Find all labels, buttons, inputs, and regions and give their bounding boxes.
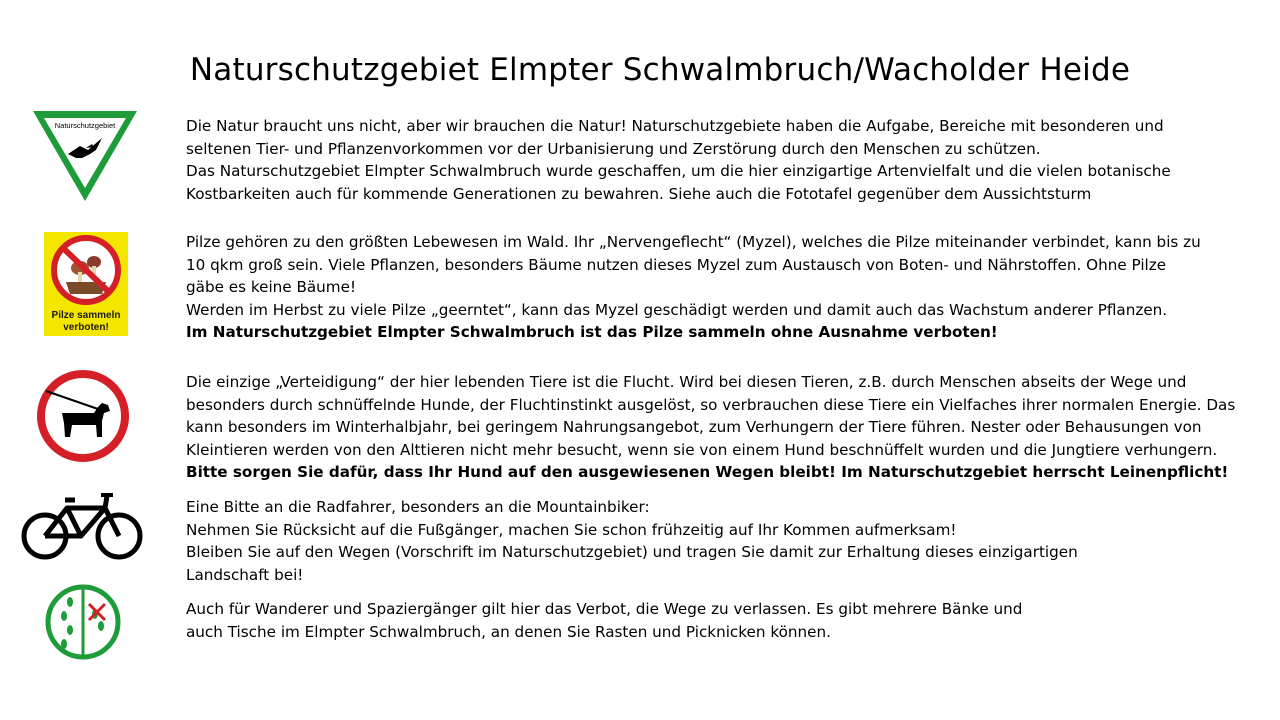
text-line: Auch für Wanderer und Spaziergänger gilt hier das Verbot, die Wege zu verlassen. Es gibt mehrere Bänke und	[186, 600, 1023, 618]
text-line: Die Natur braucht uns nicht, aber wir brauchen die Natur! Naturschutzgebiete haben die Aufgabe, Bereiche mit besonderen und	[186, 117, 1164, 135]
nature-reserve-label: Naturschutzgebiet	[54, 121, 116, 130]
page-title: Naturschutzgebiet Elmpter Schwalmbruch/Wacholder Heide	[189, 52, 1131, 88]
nature-reserve-sign-icon	[30, 108, 140, 204]
text-line: Nehmen Sie Rücksicht auf die Fußgänger, machen Sie schon frühzeitig auf Ihr Kommen aufmerksam!	[186, 520, 957, 539]
text-line: seltenen Tier- und Pflanzenvorkommen vor der Urbanisierung und Zerstörung durch den Menschen zu schützen.	[186, 139, 1041, 158]
section-mushrooms	[186, 231, 1236, 344]
no-dogs-icon	[36, 369, 130, 463]
text-line: Kostbarkeiten auch für kommende Generationen zu bewahren. Siehe auch die Fototafel gegenüber dem Aussichtsturm	[186, 184, 1092, 203]
section-dogs	[186, 371, 1236, 484]
mushroom-rule-text: Im Naturschutzgebiet Elmpter Schwalmbruch ist das Pilze sammeln ohne Ausnahme verboten!	[186, 323, 998, 341]
text-line: auch Tische im Elmpter Schwalmbruch, an denen Sie Rasten und Picknicken können.	[186, 622, 831, 641]
text-line: gäbe es keine Bäume!	[186, 278, 357, 296]
stay-on-path-icon	[43, 582, 123, 662]
text-line: besonders durch schnüffelnde Hunde, der Fluchtinstinkt ausgelöst, so verbrauchen diese Tiere ein Vielfaches ihrer normalen Energie. Das	[186, 395, 1236, 414]
text-line: Eine Bitte an die Radfahrer, besonders an die Mountainbiker:	[186, 498, 650, 516]
section-hikers	[186, 598, 1236, 643]
text-line: Das Naturschutzgebiet Elmpter Schwalmbruch wurde geschaffen, um die hier einzigartige Artenvielfalt und die vielen botanische	[186, 162, 1171, 180]
mushroom-sign-label-line1: Pilze sammeln	[51, 310, 121, 321]
text-line: Werden im Herbst zu viele Pilze „geerntet“, kann das Myzel geschädigt werden und damit auch das Wachstum anderer Pflanzen.	[186, 300, 1168, 319]
text-line: Kleintieren werden von den Alttieren nicht mehr besucht, wenn sie von einem Hund beschnüffelt wurden und die Jungtiere verhungern.	[186, 440, 1218, 459]
text-line: kann besonders im Winterhalbjahr, bei geringem Nahrungsangebot, zum Verhungern der Tiere führen. Nester oder Behausungen von	[186, 418, 1202, 436]
section-cyclists	[186, 496, 1236, 586]
text-line: Landschaft bei!	[186, 565, 304, 584]
text-line: Bleiben Sie auf den Wegen (Vorschrift im Naturschutzgebiet) und tragen Sie damit zur Erhaltung dieses einzigartigen	[186, 543, 1078, 561]
text-line: Pilze gehören zu den größten Lebewesen im Wald. Ihr „Nervengeflecht“ (Myzel), welches die Pilze miteinander verbindet, kann bis zu	[186, 233, 1201, 251]
leash-rule-text: Bitte sorgen Sie dafür, dass Ihr Hund auf den ausgewiesenen Wegen bleibt! Im Naturschutzgebiet herrscht Leinenpflicht!	[186, 463, 1229, 481]
section-nature-reserve	[186, 115, 1236, 205]
bicycle-icon	[21, 490, 143, 562]
text-line: 10 qkm groß sein. Viele Pflanzen, besonders Bäume nutzen dieses Myzel zum Austausch von Boten- und Nährstoffen. Ohne Pilze	[186, 255, 1167, 274]
mushroom-picking-prohibited-icon	[44, 232, 128, 336]
text-line: Die einzige „Verteidigung“ der hier lebenden Tiere ist die Flucht. Wird bei diesen Tieren, z.B. durch Menschen abseits der Wege und	[186, 373, 1187, 391]
mushroom-sign-label-line2: verboten!	[63, 322, 109, 333]
